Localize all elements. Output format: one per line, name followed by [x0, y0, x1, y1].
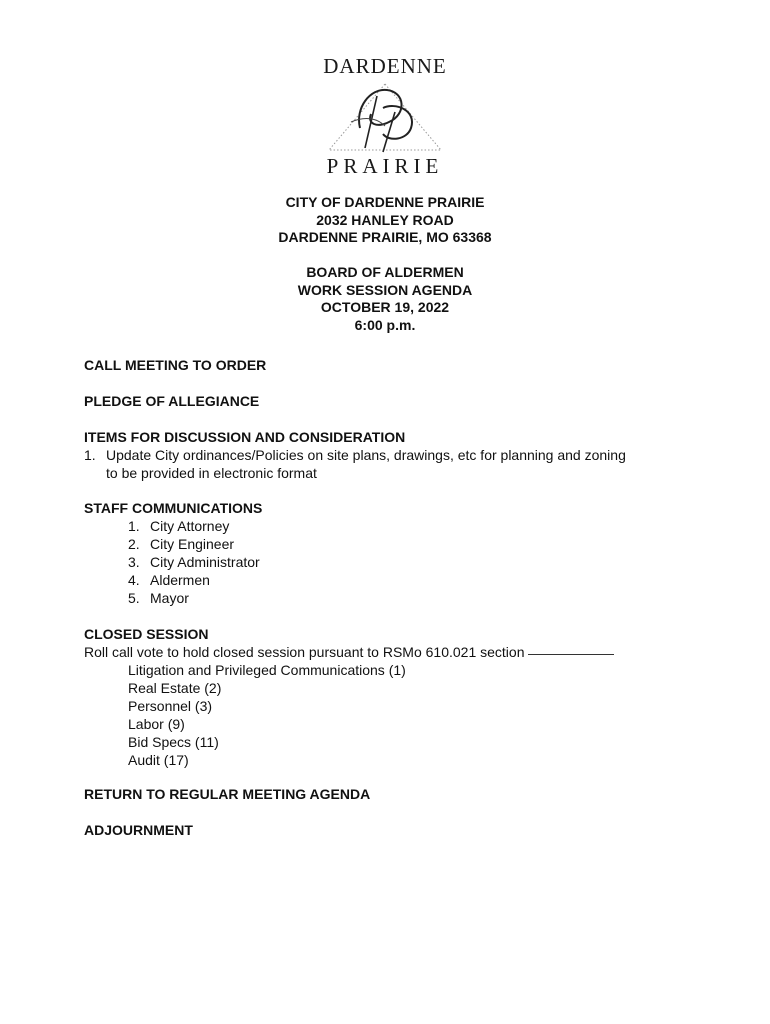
list-item: [128, 589, 262, 607]
item-text: City Administrator: [150, 554, 260, 570]
address-line: CITY OF DARDENNE PRAIRIE: [285, 194, 485, 210]
meeting-time: 6:00 p.m.: [354, 316, 416, 333]
agenda-header: [0, 264, 770, 334]
item-number: 1.: [128, 518, 140, 534]
item-text: City Attorney: [150, 518, 230, 534]
section-heading: STAFF COMMUNICATIONS: [84, 500, 263, 516]
section-heading: CLOSED SESSION: [84, 626, 209, 642]
section-heading: ADJOURNMENT: [84, 822, 193, 838]
section-heading: PLEDGE OF ALLEGIANCE: [84, 393, 260, 409]
list-item: [128, 571, 262, 589]
city-logo: [300, 50, 470, 190]
list-item: [128, 517, 262, 535]
call-to-order-section: [84, 356, 266, 374]
list-item: Litigation and Privileged Communications (1): [128, 662, 406, 678]
adjournment-section: [84, 821, 193, 839]
section-blank-line: [528, 654, 614, 655]
list-item: Real Estate (2): [128, 680, 222, 696]
items-section: [84, 428, 626, 482]
agenda-title: WORK SESSION AGENDA: [297, 281, 473, 298]
list-item: Labor (9): [128, 716, 185, 732]
item-text: City Engineer: [150, 536, 235, 552]
staff-section: [84, 499, 262, 607]
pledge-section: [84, 392, 259, 410]
item-number: 5.: [128, 590, 140, 606]
list-item: [84, 446, 626, 482]
staff-list: [128, 517, 262, 607]
item-number: 3.: [128, 554, 140, 570]
return-section: [84, 785, 370, 803]
item-text-continued: to be provided in electronic format: [106, 465, 317, 481]
meeting-date: OCTOBER 19, 2022: [320, 299, 450, 315]
address-line: DARDENNE PRAIRIE, MO 63368: [278, 229, 492, 245]
list-item: [128, 535, 262, 553]
list-item: Audit (17): [128, 752, 189, 768]
section-heading: RETURN TO REGULAR MEETING AGENDA: [84, 786, 371, 802]
address-block: [0, 194, 770, 247]
dp-monogram-icon: [325, 78, 445, 153]
list-item: Personnel (3): [128, 698, 213, 714]
roll-call-line: [84, 643, 614, 661]
board-title: BOARD OF ALDERMEN: [306, 264, 464, 280]
logo-top-text: DARDENNE: [323, 54, 447, 78]
item-text: Update City ordinances/Policies on site plans, drawings, etc for planning and zoning: [106, 447, 626, 463]
item-number: 1.: [84, 447, 96, 463]
list-item: [128, 553, 262, 571]
logo-bottom-text: PRAIRIE: [326, 154, 444, 178]
section-heading: ITEMS FOR DISCUSSION AND CONSIDERATION: [84, 429, 406, 445]
item-text: Aldermen: [150, 572, 210, 588]
item-number: 2.: [128, 536, 140, 552]
item-number: 4.: [128, 572, 140, 588]
list-item: Bid Specs (11): [128, 734, 219, 750]
roll-call-text: Roll call vote to hold closed session pursuant to RSMo 610.021 section: [84, 644, 525, 660]
closed-session-list: [128, 661, 614, 769]
item-text: Mayor: [150, 590, 189, 606]
address-line: 2032 HANLEY ROAD: [316, 211, 454, 228]
section-heading: CALL MEETING TO ORDER: [84, 357, 267, 373]
closed-session-section: [84, 625, 614, 769]
